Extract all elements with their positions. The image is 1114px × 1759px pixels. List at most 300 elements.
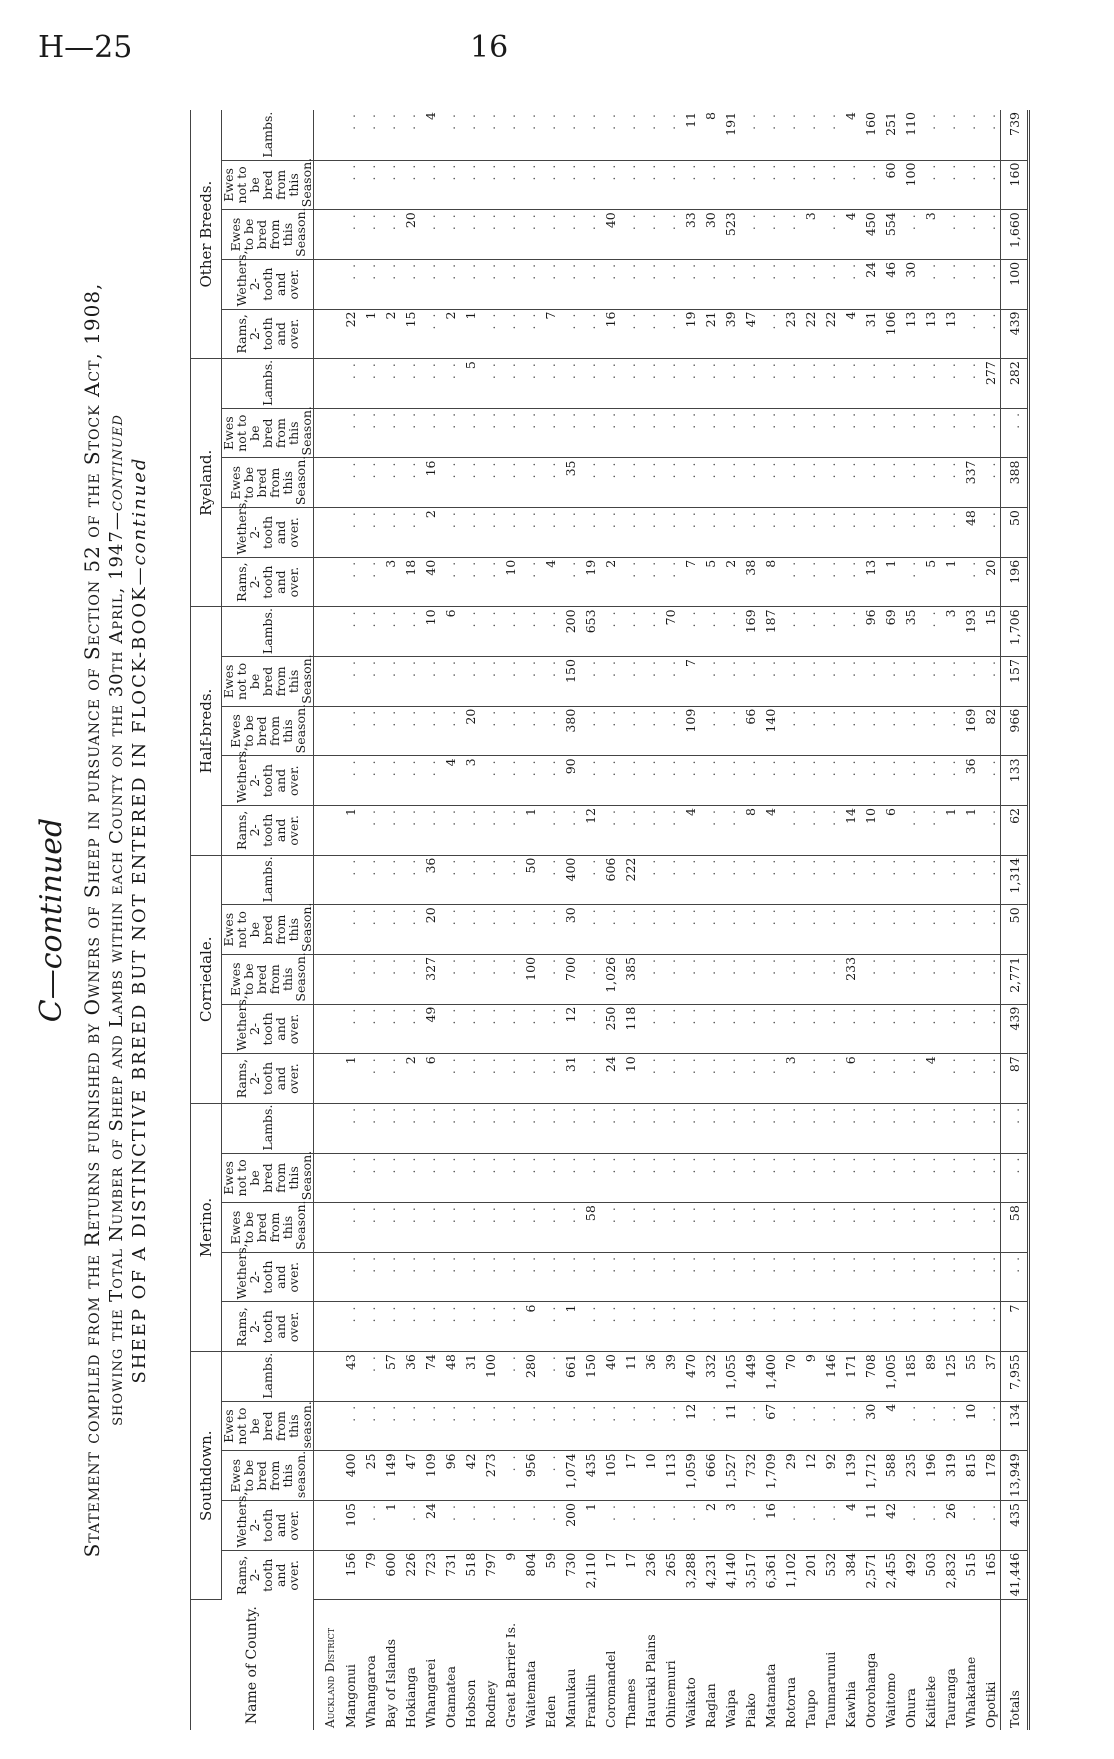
value-cell: . . bbox=[400, 259, 420, 309]
value-cell: . . bbox=[520, 1252, 540, 1302]
value-cell: . . bbox=[840, 259, 860, 309]
value-cell: . . bbox=[420, 1302, 440, 1352]
value-cell: . . bbox=[580, 309, 600, 359]
value-cell: . . bbox=[820, 458, 840, 508]
value-cell: 380 bbox=[560, 706, 580, 756]
breed-group-header: Southdown. bbox=[191, 1352, 222, 1600]
value-cell: . . bbox=[640, 657, 660, 707]
value-cell: 59 bbox=[540, 1550, 560, 1600]
value-cell: . . bbox=[400, 905, 420, 955]
value-cell: . . bbox=[460, 855, 480, 905]
value-cell: . . bbox=[560, 110, 580, 160]
value-cell: . . bbox=[480, 1153, 500, 1203]
value-cell: . . bbox=[560, 1103, 580, 1153]
value-cell: 6 bbox=[420, 1054, 440, 1104]
value-cell: . . bbox=[680, 458, 700, 508]
value-cell: 118 bbox=[620, 1004, 640, 1054]
value-cell: . . bbox=[620, 1153, 640, 1203]
value-cell: . . bbox=[860, 1302, 880, 1352]
statement-title-line1: Statement compiled from the Returns furnished by Owners of Sheep in pursuance of Section 52 of the Stock Act, 1908, bbox=[80, 282, 104, 1558]
county-name: Manukau bbox=[562, 1668, 578, 1728]
value-cell: . . bbox=[340, 1004, 360, 1054]
value-cell: 21 bbox=[700, 309, 720, 359]
value-cell: 4 bbox=[840, 210, 860, 260]
value-cell: . . bbox=[500, 309, 520, 359]
value-cell: . . bbox=[380, 458, 400, 508]
value-cell: 40 bbox=[420, 557, 440, 607]
value-cell: . . bbox=[820, 160, 840, 210]
value-cell: . . bbox=[920, 806, 940, 856]
value-cell: . . bbox=[560, 210, 580, 260]
value-cell: 4 bbox=[840, 309, 860, 359]
value-cell: 12 bbox=[680, 1401, 700, 1451]
value-cell: . . bbox=[520, 1401, 540, 1451]
column-subheader: Ewes not to be bred from this season. bbox=[222, 1401, 314, 1451]
value-cell: . . bbox=[720, 756, 740, 806]
value-cell: . . bbox=[520, 756, 540, 806]
table-row bbox=[760, 110, 780, 1730]
value-cell: 588 bbox=[880, 1451, 900, 1501]
value-cell: . . bbox=[480, 458, 500, 508]
value-cell: . . bbox=[740, 1501, 760, 1551]
value-cell: 661 bbox=[560, 1352, 580, 1402]
empty-cell bbox=[314, 1501, 341, 1551]
table-row bbox=[480, 110, 500, 1730]
value-cell: . . bbox=[860, 1203, 880, 1253]
value-cell: 4 bbox=[840, 1501, 860, 1551]
value-cell: . . bbox=[680, 1153, 700, 1203]
value-cell: . . bbox=[760, 458, 780, 508]
value-cell: 16 bbox=[600, 309, 620, 359]
value-cell: 435 bbox=[1001, 1501, 1029, 1551]
value-cell: . . bbox=[780, 1252, 800, 1302]
value-cell: . . bbox=[600, 508, 620, 558]
value-cell: . . bbox=[720, 706, 740, 756]
value-cell: . . bbox=[760, 657, 780, 707]
empty-cell bbox=[314, 210, 341, 260]
value-cell: 523 bbox=[720, 210, 740, 260]
value-cell: . . bbox=[780, 706, 800, 756]
value-cell: 1,706 bbox=[1001, 607, 1029, 657]
value-cell: . . bbox=[920, 458, 940, 508]
value-cell: . . bbox=[900, 1252, 920, 1302]
value-cell: 2 bbox=[420, 508, 440, 558]
value-cell: 8 bbox=[740, 806, 760, 856]
value-cell: . . bbox=[660, 1401, 680, 1451]
value-cell: . . bbox=[360, 954, 380, 1004]
value-cell: . . bbox=[940, 259, 960, 309]
value-cell: . . bbox=[860, 1252, 880, 1302]
empty-cell bbox=[314, 1203, 341, 1253]
value-cell: 3 bbox=[380, 557, 400, 607]
value-cell: . . bbox=[460, 954, 480, 1004]
value-cell: . . bbox=[360, 210, 380, 260]
value-cell: . . bbox=[920, 657, 940, 707]
value-cell: . . bbox=[940, 657, 960, 707]
value-cell: . . bbox=[900, 458, 920, 508]
value-cell: . . bbox=[600, 657, 620, 707]
value-cell: . . bbox=[420, 1401, 440, 1451]
value-cell: . . bbox=[580, 359, 600, 409]
empty-cell bbox=[314, 756, 341, 806]
title-line3-text: SHEEP OF A DISTINCTIVE BREED BUT NOT ENTERED IN FLOCK-BOOK— bbox=[129, 565, 150, 1384]
value-cell: . . bbox=[860, 458, 880, 508]
value-cell: . . bbox=[440, 160, 460, 210]
value-cell: . . bbox=[480, 160, 500, 210]
value-cell: . . bbox=[940, 1302, 960, 1352]
value-cell: . . bbox=[820, 905, 840, 955]
value-cell: 732 bbox=[740, 1451, 760, 1501]
value-cell: . . bbox=[460, 408, 480, 458]
value-cell: . . bbox=[880, 1203, 900, 1253]
value-cell: . . bbox=[960, 1501, 980, 1551]
value-cell: . . bbox=[640, 508, 660, 558]
value-cell: . . bbox=[360, 110, 380, 160]
value-cell: 11 bbox=[620, 1352, 640, 1402]
value-cell: 1,102 bbox=[780, 1550, 800, 1600]
value-cell: . . bbox=[840, 905, 860, 955]
value-cell: . . bbox=[500, 1203, 520, 1253]
value-cell: . . bbox=[820, 1302, 840, 1352]
value-cell: 20 bbox=[420, 905, 440, 955]
value-cell: . . bbox=[680, 1302, 700, 1352]
value-cell: . . bbox=[540, 706, 560, 756]
value-cell: . . bbox=[660, 657, 680, 707]
value-cell: . . bbox=[640, 1004, 660, 1054]
statement-title-line2 bbox=[106, 100, 127, 1740]
value-cell: . . bbox=[600, 1203, 620, 1253]
value-cell: . . bbox=[800, 1153, 820, 1203]
value-cell: . . bbox=[880, 756, 900, 806]
value-cell: . . bbox=[740, 657, 760, 707]
value-cell: 171 bbox=[840, 1352, 860, 1402]
value-cell: . . bbox=[640, 557, 660, 607]
value-cell: . . bbox=[660, 905, 680, 955]
value-cell: . . bbox=[480, 1252, 500, 1302]
value-cell: . . bbox=[740, 210, 760, 260]
value-cell: 1,709 bbox=[760, 1451, 780, 1501]
value-cell: 2,455 bbox=[880, 1550, 900, 1600]
value-cell: . . bbox=[780, 458, 800, 508]
value-cell: . . bbox=[560, 359, 580, 409]
value-cell: . . bbox=[720, 160, 740, 210]
value-cell: 20 bbox=[980, 557, 1001, 607]
column-subheader: Ewes not to be bred from this Season. bbox=[222, 160, 314, 210]
value-cell: 2 bbox=[700, 1501, 720, 1551]
value-cell: . . bbox=[460, 160, 480, 210]
value-cell: . . bbox=[780, 408, 800, 458]
value-cell: 1 bbox=[360, 309, 380, 359]
value-cell: . . bbox=[540, 1252, 560, 1302]
value-cell: 226 bbox=[400, 1550, 420, 1600]
value-cell: . . bbox=[940, 210, 960, 260]
value-cell: 4 bbox=[540, 557, 560, 607]
value-cell: . . bbox=[640, 458, 660, 508]
breed-group-header: Ryeland. bbox=[191, 359, 222, 607]
value-cell: . . bbox=[960, 259, 980, 309]
value-cell: . . bbox=[420, 309, 440, 359]
value-cell: . . bbox=[540, 855, 560, 905]
value-cell: . . bbox=[380, 1252, 400, 1302]
table-row bbox=[920, 110, 940, 1730]
value-cell: . . bbox=[740, 1054, 760, 1104]
value-cell: 191 bbox=[720, 110, 740, 160]
county-name: Otorohanga bbox=[862, 1652, 878, 1728]
column-subheader: Ewes not to be bred from this Season. bbox=[222, 1153, 314, 1203]
value-cell: . . bbox=[540, 905, 560, 955]
empty-cell bbox=[314, 855, 341, 905]
value-cell: . . bbox=[940, 1054, 960, 1104]
value-cell: 16 bbox=[420, 458, 440, 508]
value-cell: . . bbox=[880, 408, 900, 458]
value-cell: . . bbox=[620, 160, 640, 210]
value-cell: . . bbox=[440, 1501, 460, 1551]
value-cell: . . bbox=[540, 806, 560, 856]
value-cell: . . bbox=[800, 1501, 820, 1551]
value-cell: 10 bbox=[640, 1451, 660, 1501]
value-cell: . . bbox=[880, 1302, 900, 1352]
value-cell: . . bbox=[800, 508, 820, 558]
table-row bbox=[800, 110, 820, 1730]
value-cell: . . bbox=[980, 259, 1001, 309]
value-cell: . . bbox=[840, 408, 860, 458]
value-cell: . . bbox=[760, 1054, 780, 1104]
table-row bbox=[620, 110, 640, 1730]
value-cell: 708 bbox=[860, 1352, 880, 1402]
value-cell: 41,446 bbox=[1001, 1550, 1029, 1600]
title-block bbox=[30, 100, 150, 1740]
value-cell: . . bbox=[800, 1203, 820, 1253]
value-cell: . . bbox=[640, 1054, 660, 1104]
value-cell: . . bbox=[580, 1004, 600, 1054]
value-cell: . . bbox=[480, 954, 500, 1004]
empty-cell bbox=[314, 408, 341, 458]
value-cell: . . bbox=[700, 458, 720, 508]
value-cell: . . bbox=[760, 259, 780, 309]
value-cell: . . bbox=[820, 557, 840, 607]
value-cell: . . bbox=[460, 1153, 480, 1203]
value-cell: . . bbox=[860, 855, 880, 905]
value-cell: 470 bbox=[680, 1352, 700, 1402]
breed-group-header-row bbox=[191, 110, 222, 1730]
value-cell: . . bbox=[460, 905, 480, 955]
table-row bbox=[720, 110, 740, 1730]
value-cell: 17 bbox=[600, 1550, 620, 1600]
value-cell: . . bbox=[700, 1401, 720, 1451]
value-cell: . . bbox=[920, 1103, 940, 1153]
value-cell: . . bbox=[480, 1501, 500, 1551]
value-cell: . . bbox=[600, 458, 620, 508]
value-cell: . . bbox=[420, 806, 440, 856]
value-cell: . . bbox=[620, 607, 640, 657]
value-cell: . . bbox=[540, 1054, 560, 1104]
value-cell: 1 bbox=[940, 806, 960, 856]
value-cell: 16 bbox=[760, 1501, 780, 1551]
value-cell: 273 bbox=[480, 1451, 500, 1501]
value-cell: 6 bbox=[440, 607, 460, 657]
table-body bbox=[314, 110, 1029, 1730]
empty-cell bbox=[314, 954, 341, 1004]
value-cell: 109 bbox=[680, 706, 700, 756]
value-cell: . . bbox=[500, 259, 520, 309]
value-cell: 4,231 bbox=[700, 1550, 720, 1600]
value-cell: . . bbox=[540, 756, 560, 806]
value-cell: . . bbox=[340, 1103, 360, 1153]
value-cell: . . bbox=[780, 905, 800, 955]
value-cell: . . bbox=[900, 954, 920, 1004]
value-cell: . . bbox=[900, 1203, 920, 1253]
table-row bbox=[640, 110, 660, 1730]
table-row bbox=[580, 110, 600, 1730]
value-cell: 700 bbox=[560, 954, 580, 1004]
value-cell: . . bbox=[420, 408, 440, 458]
table-row bbox=[860, 110, 880, 1730]
value-cell: 13 bbox=[920, 309, 940, 359]
value-cell: 17 bbox=[620, 1451, 640, 1501]
value-cell: . . bbox=[560, 508, 580, 558]
value-cell: 146 bbox=[820, 1352, 840, 1402]
value-cell: 47 bbox=[740, 309, 760, 359]
value-cell: 235 bbox=[900, 1451, 920, 1501]
county-name: Coromandel bbox=[602, 1650, 618, 1728]
value-cell: . . bbox=[380, 259, 400, 309]
value-cell: . . bbox=[740, 259, 760, 309]
value-cell: . . bbox=[520, 607, 540, 657]
value-cell: . . bbox=[940, 408, 960, 458]
value-cell: . . bbox=[380, 110, 400, 160]
value-cell: . . bbox=[740, 1203, 760, 1253]
value-cell: . . bbox=[680, 954, 700, 1004]
value-cell: . . bbox=[420, 359, 440, 409]
value-cell: . . bbox=[620, 259, 640, 309]
value-cell: . . bbox=[480, 706, 500, 756]
value-cell: . . bbox=[780, 1203, 800, 1253]
value-cell: . . bbox=[900, 1004, 920, 1054]
rotated-table-page bbox=[30, 100, 1070, 1740]
value-cell: 39 bbox=[720, 309, 740, 359]
empty-cell bbox=[314, 1004, 341, 1054]
value-cell: . . bbox=[480, 259, 500, 309]
value-cell: . . bbox=[660, 408, 680, 458]
value-cell: 956 bbox=[520, 1451, 540, 1501]
value-cell: . . bbox=[700, 607, 720, 657]
value-cell: . . bbox=[860, 1103, 880, 1153]
value-cell: 110 bbox=[900, 110, 920, 160]
value-cell: . . bbox=[820, 706, 840, 756]
value-cell: . . bbox=[400, 657, 420, 707]
value-cell: . . bbox=[700, 1054, 720, 1104]
value-cell: 169 bbox=[960, 706, 980, 756]
value-cell: 1,314 bbox=[1001, 855, 1029, 905]
county-name: Waitomo bbox=[882, 1672, 898, 1728]
value-cell: . . bbox=[660, 458, 680, 508]
value-cell: 4 bbox=[680, 806, 700, 856]
value-cell: . . bbox=[660, 954, 680, 1004]
value-cell: . . bbox=[900, 1054, 920, 1104]
value-cell: . . bbox=[940, 1103, 960, 1153]
value-cell: . . bbox=[520, 1054, 540, 1104]
value-cell: . . bbox=[520, 905, 540, 955]
value-cell: . . bbox=[840, 160, 860, 210]
value-cell: . . bbox=[720, 1103, 740, 1153]
value-cell: . . bbox=[820, 259, 840, 309]
value-cell: 7 bbox=[540, 309, 560, 359]
value-cell: . . bbox=[700, 1103, 720, 1153]
value-cell: . . bbox=[780, 359, 800, 409]
value-cell: . . bbox=[340, 458, 360, 508]
value-cell: . . bbox=[460, 110, 480, 160]
value-cell: 134 bbox=[1001, 1401, 1029, 1451]
value-cell: . . bbox=[900, 657, 920, 707]
value-cell: . . bbox=[660, 160, 680, 210]
value-cell: . . bbox=[560, 1401, 580, 1451]
value-cell: 1 bbox=[960, 806, 980, 856]
value-cell: . . bbox=[400, 954, 420, 1004]
value-cell: . . bbox=[820, 1004, 840, 1054]
value-cell: . . bbox=[560, 1203, 580, 1253]
table-row bbox=[740, 110, 760, 1730]
value-cell: . . bbox=[660, 1501, 680, 1551]
value-cell: . . bbox=[700, 855, 720, 905]
value-cell: . . bbox=[900, 756, 920, 806]
value-cell: . . bbox=[980, 1153, 1001, 1203]
value-cell: . . bbox=[880, 855, 900, 905]
value-cell: . . bbox=[820, 607, 840, 657]
value-cell: . . bbox=[640, 1153, 660, 1203]
value-cell: . . bbox=[420, 259, 440, 309]
value-cell: . . bbox=[560, 806, 580, 856]
value-cell: 22 bbox=[340, 309, 360, 359]
value-cell: . . bbox=[960, 855, 980, 905]
value-cell: . . bbox=[620, 1103, 640, 1153]
value-cell: . . bbox=[400, 408, 420, 458]
table-row bbox=[940, 110, 960, 1730]
county-name: Matamata bbox=[762, 1663, 778, 1728]
value-cell: 140 bbox=[760, 706, 780, 756]
value-cell: 3 bbox=[920, 210, 940, 260]
value-cell: . . bbox=[920, 408, 940, 458]
title-line2-continued: continued bbox=[106, 414, 127, 512]
value-cell: . . bbox=[480, 1203, 500, 1253]
value-cell: 31 bbox=[860, 309, 880, 359]
value-cell: . . bbox=[760, 905, 780, 955]
value-cell: . . bbox=[580, 408, 600, 458]
value-cell: . . bbox=[980, 458, 1001, 508]
value-cell: . . bbox=[800, 458, 820, 508]
empty-cell bbox=[314, 508, 341, 558]
value-cell: . . bbox=[700, 1302, 720, 1352]
column-subheader: Ewes not to be bred from this Season. bbox=[222, 408, 314, 458]
value-cell: . . bbox=[880, 954, 900, 1004]
value-cell: 19 bbox=[580, 557, 600, 607]
value-cell: . . bbox=[460, 259, 480, 309]
value-cell: . . bbox=[520, 557, 540, 607]
table-row bbox=[840, 110, 860, 1730]
value-cell: . . bbox=[820, 408, 840, 458]
value-cell: . . bbox=[380, 1203, 400, 1253]
value-cell: . . bbox=[360, 359, 380, 409]
value-cell: . . bbox=[500, 1252, 520, 1302]
county-name: Hauraki Plains bbox=[642, 1634, 658, 1728]
value-cell: . . bbox=[880, 1054, 900, 1104]
value-cell: . . bbox=[720, 1252, 740, 1302]
value-cell: . . bbox=[780, 1153, 800, 1203]
value-cell: . . bbox=[400, 458, 420, 508]
value-cell: . . bbox=[580, 1252, 600, 1302]
value-cell: . . bbox=[440, 954, 460, 1004]
value-cell: . . bbox=[820, 1203, 840, 1253]
value-cell: . . bbox=[940, 706, 960, 756]
